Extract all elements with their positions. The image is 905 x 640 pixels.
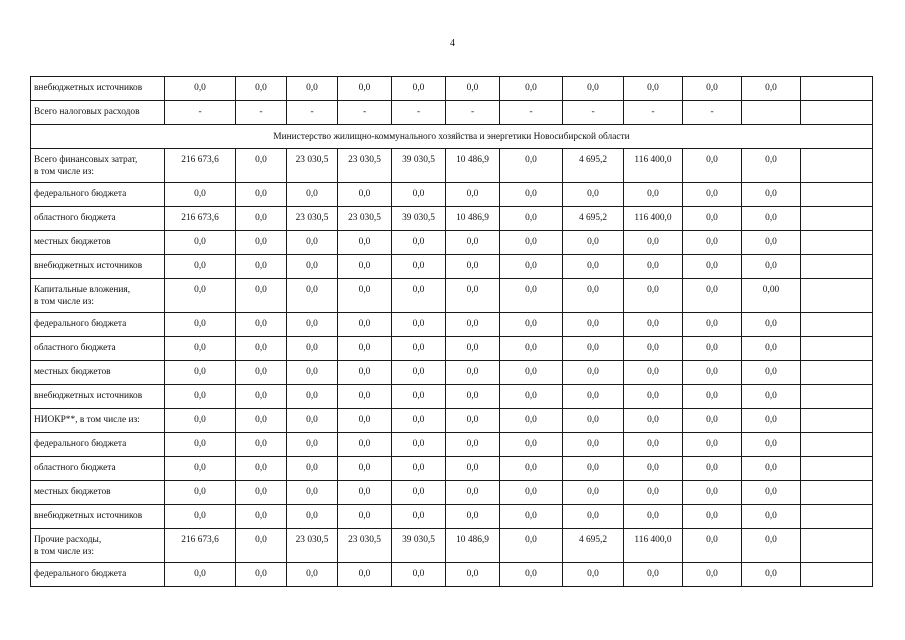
table-cell: 0,0 xyxy=(500,77,563,101)
table-cell: 0,0 xyxy=(624,77,683,101)
table-cell: 0,0 xyxy=(287,409,338,433)
table-cell xyxy=(801,361,873,385)
table-cell: 0,0 xyxy=(742,231,801,255)
table-cell: 0,0 xyxy=(236,481,287,505)
table-cell: 0,0 xyxy=(392,255,446,279)
table-cell: 0,0 xyxy=(500,313,563,337)
table-cell: 0,0 xyxy=(392,409,446,433)
table-cell: 0,0 xyxy=(236,255,287,279)
table-cell: 0,0 xyxy=(500,505,563,529)
table-cell: 0,0 xyxy=(563,361,624,385)
table-cell: 0,0 xyxy=(683,563,742,587)
table-cell: 0,0 xyxy=(683,433,742,457)
table-cell: 0,0 xyxy=(500,433,563,457)
table-row xyxy=(31,231,873,255)
table-cell: 0,0 xyxy=(683,409,742,433)
table-cell: 0,0 xyxy=(392,361,446,385)
table-cell: 0,0 xyxy=(742,207,801,231)
table-cell: 0,0 xyxy=(683,505,742,529)
table-cell: 0,0 xyxy=(236,433,287,457)
table-cell: - xyxy=(624,101,683,125)
table-cell: - xyxy=(287,101,338,125)
table-cell: 0,0 xyxy=(287,361,338,385)
table-cell: 0,0 xyxy=(338,313,392,337)
table-cell xyxy=(801,77,873,101)
table-cell: 0,0 xyxy=(287,255,338,279)
table-cell: 0,0 xyxy=(392,481,446,505)
table-cell: - xyxy=(683,101,742,125)
table-cell: 0,0 xyxy=(165,481,236,505)
table-cell: 0,0 xyxy=(563,337,624,361)
table-cell: 0,0 xyxy=(338,255,392,279)
table-cell: 0,0 xyxy=(338,563,392,587)
table-cell: 0,0 xyxy=(624,505,683,529)
table-cell: 39 030,5 xyxy=(392,529,446,563)
table-cell: 0,0 xyxy=(742,183,801,207)
table-cell: 0,0 xyxy=(165,183,236,207)
table-cell: 0,0 xyxy=(165,361,236,385)
row-label: федерального бюджета xyxy=(31,563,165,587)
table-cell: 0,0 xyxy=(338,361,392,385)
row-label: федерального бюджета xyxy=(31,433,165,457)
table-cell xyxy=(742,101,801,125)
table-cell: 0,0 xyxy=(563,385,624,409)
table-cell: 0,0 xyxy=(624,337,683,361)
table-cell: 0,0 xyxy=(563,255,624,279)
table-cell: 0,0 xyxy=(500,207,563,231)
table-cell: 116 400,0 xyxy=(624,529,683,563)
row-label xyxy=(31,279,165,313)
table-cell: 0,0 xyxy=(624,457,683,481)
table-cell: - xyxy=(500,101,563,125)
table-cell: 0,0 xyxy=(563,313,624,337)
table-cell: 0,0 xyxy=(563,77,624,101)
table-row xyxy=(31,101,873,125)
table-cell: 0,0 xyxy=(236,77,287,101)
table-cell: 4 695,2 xyxy=(563,529,624,563)
table-cell: 0,0 xyxy=(563,279,624,313)
table-row xyxy=(31,529,873,563)
budget-table xyxy=(30,76,873,587)
table-cell: 216 673,6 xyxy=(165,207,236,231)
table-cell: 0,0 xyxy=(446,255,500,279)
table-cell: 0,0 xyxy=(338,183,392,207)
table-cell: 0,0 xyxy=(446,231,500,255)
table-cell: 0,0 xyxy=(338,481,392,505)
table-cell: 0,0 xyxy=(500,231,563,255)
row-label: федерального бюджета xyxy=(31,183,165,207)
table-cell: 0,0 xyxy=(683,529,742,563)
table-cell: 0,0 xyxy=(683,149,742,183)
table-cell: 0,0 xyxy=(338,231,392,255)
table-cell: 23 030,5 xyxy=(287,207,338,231)
table-cell: 0,0 xyxy=(287,457,338,481)
table-cell: 0,00 xyxy=(742,279,801,313)
table-cell xyxy=(801,505,873,529)
table-cell: 0,0 xyxy=(446,183,500,207)
table-cell: 0,0 xyxy=(392,183,446,207)
table-cell: 0,0 xyxy=(683,457,742,481)
table-cell: 0,0 xyxy=(563,481,624,505)
table-cell: 0,0 xyxy=(683,481,742,505)
table-cell: 0,0 xyxy=(683,385,742,409)
table-cell: 0,0 xyxy=(446,457,500,481)
table-cell: 0,0 xyxy=(563,563,624,587)
table-cell: 0,0 xyxy=(236,279,287,313)
table-cell: 0,0 xyxy=(392,505,446,529)
table-row xyxy=(31,433,873,457)
table-row xyxy=(31,361,873,385)
table-cell: 0,0 xyxy=(392,457,446,481)
table-cell: 0,0 xyxy=(563,457,624,481)
table-cell: 0,0 xyxy=(624,385,683,409)
row-label-line: Прочие расходы, xyxy=(34,535,102,545)
table-row xyxy=(31,255,873,279)
table-cell: 0,0 xyxy=(165,255,236,279)
table-cell: 0,0 xyxy=(742,313,801,337)
table-cell: 0,0 xyxy=(392,231,446,255)
table-cell: 10 486,9 xyxy=(446,529,500,563)
table-cell: 0,0 xyxy=(500,529,563,563)
table-cell: 0,0 xyxy=(742,361,801,385)
table-cell: 0,0 xyxy=(236,313,287,337)
table-cell: 0,0 xyxy=(236,207,287,231)
row-label-line: в том числе из: xyxy=(34,297,94,307)
table-cell: 0,0 xyxy=(683,279,742,313)
table-cell: 0,0 xyxy=(338,433,392,457)
table-cell: 23 030,5 xyxy=(338,529,392,563)
table-row xyxy=(31,183,873,207)
table-row xyxy=(31,409,873,433)
table-cell: 0,0 xyxy=(446,77,500,101)
table-cell: 0,0 xyxy=(563,505,624,529)
row-label xyxy=(31,149,165,183)
table-cell: 0,0 xyxy=(236,361,287,385)
table-cell: 0,0 xyxy=(392,279,446,313)
table-row xyxy=(31,313,873,337)
table-cell: 0,0 xyxy=(392,563,446,587)
table-row xyxy=(31,563,873,587)
table-cell xyxy=(801,231,873,255)
table-row xyxy=(31,505,873,529)
table-cell: 0,0 xyxy=(392,433,446,457)
table-cell: 0,0 xyxy=(236,231,287,255)
table-cell: 0,0 xyxy=(446,313,500,337)
table-cell: 0,0 xyxy=(338,409,392,433)
table-cell xyxy=(801,385,873,409)
table-cell: 0,0 xyxy=(287,77,338,101)
table-cell: 0,0 xyxy=(742,529,801,563)
table-cell: 0,0 xyxy=(500,149,563,183)
row-label-line: в том числе из: xyxy=(34,547,94,557)
table-cell: 0,0 xyxy=(446,505,500,529)
table-cell: 0,0 xyxy=(446,563,500,587)
table-cell: 0,0 xyxy=(165,313,236,337)
table-cell: 0,0 xyxy=(287,433,338,457)
table-cell: 0,0 xyxy=(287,279,338,313)
table-cell: 0,0 xyxy=(500,255,563,279)
table-cell: 0,0 xyxy=(236,505,287,529)
table-cell: 0,0 xyxy=(165,563,236,587)
table-cell: 0,0 xyxy=(683,77,742,101)
table-cell: 0,0 xyxy=(500,385,563,409)
table-cell: - xyxy=(392,101,446,125)
table-cell: 0,0 xyxy=(287,183,338,207)
table-cell: 0,0 xyxy=(236,529,287,563)
table-cell xyxy=(801,337,873,361)
table-cell: 0,0 xyxy=(446,361,500,385)
table-cell: 0,0 xyxy=(624,231,683,255)
table-cell: 0,0 xyxy=(446,385,500,409)
table-cell: 0,0 xyxy=(742,505,801,529)
table-cell: 0,0 xyxy=(338,457,392,481)
table-row xyxy=(31,457,873,481)
table-cell: 0,0 xyxy=(236,337,287,361)
table-cell: 0,0 xyxy=(446,279,500,313)
table-cell: 0,0 xyxy=(500,563,563,587)
table-cell xyxy=(801,101,873,125)
page-number: 4 xyxy=(450,38,455,49)
row-label: местных бюджетов xyxy=(31,361,165,385)
table-cell: 216 673,6 xyxy=(165,149,236,183)
table-cell: 0,0 xyxy=(236,149,287,183)
table-cell: 0,0 xyxy=(338,77,392,101)
table-cell: 116 400,0 xyxy=(624,149,683,183)
table-cell: 0,0 xyxy=(165,385,236,409)
row-label-line: Всего финансовых затрат, xyxy=(34,155,138,165)
table-cell: 0,0 xyxy=(500,279,563,313)
table-cell: 23 030,5 xyxy=(338,207,392,231)
table-cell: 0,0 xyxy=(563,409,624,433)
table-cell: 0,0 xyxy=(742,255,801,279)
table-cell: 23 030,5 xyxy=(287,149,338,183)
table-cell xyxy=(801,149,873,183)
table-cell xyxy=(801,433,873,457)
table-cell: 0,0 xyxy=(742,457,801,481)
table-cell: 0,0 xyxy=(392,385,446,409)
table-row xyxy=(31,337,873,361)
table-cell: 0,0 xyxy=(236,385,287,409)
table-cell: 0,0 xyxy=(446,481,500,505)
table-cell: 0,0 xyxy=(338,337,392,361)
table-cell: 0,0 xyxy=(236,409,287,433)
table-cell: 0,0 xyxy=(624,255,683,279)
row-label-line: Капитальные вложения, xyxy=(34,285,131,295)
table-cell: 0,0 xyxy=(338,505,392,529)
table-cell: 0,0 xyxy=(165,231,236,255)
table-cell: 0,0 xyxy=(742,149,801,183)
table-row xyxy=(31,481,873,505)
table-cell: 0,0 xyxy=(683,207,742,231)
table-cell: 0,0 xyxy=(624,563,683,587)
table-cell: 0,0 xyxy=(683,255,742,279)
table-cell: 0,0 xyxy=(287,337,338,361)
table-row xyxy=(31,385,873,409)
table-cell: - xyxy=(236,101,287,125)
row-label xyxy=(31,529,165,563)
table-cell: 0,0 xyxy=(392,313,446,337)
row-label-line: в том числе из: xyxy=(34,167,94,177)
table-cell: 0,0 xyxy=(563,183,624,207)
table-cell: - xyxy=(165,101,236,125)
table-cell: 0,0 xyxy=(165,337,236,361)
table-cell: 0,0 xyxy=(742,337,801,361)
table-cell: 0,0 xyxy=(287,385,338,409)
table-cell: 0,0 xyxy=(165,505,236,529)
table-cell: 39 030,5 xyxy=(392,149,446,183)
table-cell: 0,0 xyxy=(236,563,287,587)
table-cell: 0,0 xyxy=(338,279,392,313)
table-cell xyxy=(801,313,873,337)
table-cell: 4 695,2 xyxy=(563,149,624,183)
table-cell: 0,0 xyxy=(236,183,287,207)
row-label: НИОКР**, в том числе из: xyxy=(31,409,165,433)
table-cell: 0,0 xyxy=(624,409,683,433)
table-cell xyxy=(801,183,873,207)
row-label: внебюджетных источников xyxy=(31,385,165,409)
table-cell: 0,0 xyxy=(236,457,287,481)
table-cell: 0,0 xyxy=(165,457,236,481)
row-label: местных бюджетов xyxy=(31,231,165,255)
table-cell: 0,0 xyxy=(742,481,801,505)
table-cell: 0,0 xyxy=(287,481,338,505)
table-cell: 23 030,5 xyxy=(287,529,338,563)
table-cell: - xyxy=(446,101,500,125)
table-cell: 0,0 xyxy=(338,385,392,409)
table-cell: 116 400,0 xyxy=(624,207,683,231)
row-label: внебюджетных источников xyxy=(31,505,165,529)
table-cell: 0,0 xyxy=(742,77,801,101)
section-header-row xyxy=(31,125,873,149)
table-cell: 0,0 xyxy=(500,337,563,361)
table-cell: 0,0 xyxy=(624,481,683,505)
table-cell: 0,0 xyxy=(683,361,742,385)
table-row xyxy=(31,279,873,313)
table-cell: 0,0 xyxy=(624,313,683,337)
table-cell: 216 673,6 xyxy=(165,529,236,563)
table-cell: 0,0 xyxy=(446,409,500,433)
table-cell: 0,0 xyxy=(624,279,683,313)
table-row xyxy=(31,149,873,183)
row-label: областного бюджета xyxy=(31,457,165,481)
table-cell: 0,0 xyxy=(742,385,801,409)
table-cell xyxy=(801,481,873,505)
table-row xyxy=(31,77,873,101)
table-cell: 0,0 xyxy=(165,409,236,433)
table-cell: 0,0 xyxy=(742,563,801,587)
table-cell: 0,0 xyxy=(563,433,624,457)
row-label: федерального бюджета xyxy=(31,313,165,337)
table-cell: 0,0 xyxy=(742,433,801,457)
table-cell: 23 030,5 xyxy=(338,149,392,183)
table-cell: 10 486,9 xyxy=(446,149,500,183)
table-cell xyxy=(801,207,873,231)
table-cell: 0,0 xyxy=(392,337,446,361)
table-cell: 0,0 xyxy=(165,77,236,101)
table-cell xyxy=(801,409,873,433)
table-cell: 0,0 xyxy=(500,361,563,385)
table-cell: 39 030,5 xyxy=(392,207,446,231)
table-cell: 0,0 xyxy=(683,231,742,255)
table-cell: 10 486,9 xyxy=(446,207,500,231)
table-cell: 0,0 xyxy=(500,457,563,481)
table-row xyxy=(31,207,873,231)
table-cell: 0,0 xyxy=(500,409,563,433)
table-cell: - xyxy=(563,101,624,125)
table-cell xyxy=(801,563,873,587)
row-label: областного бюджета xyxy=(31,337,165,361)
table-cell: 0,0 xyxy=(563,231,624,255)
section-title: Министерство жилищно-коммунального хозяйства и энергетики Новосибирской области xyxy=(31,125,873,149)
table-cell: 0,0 xyxy=(742,409,801,433)
table-cell: 0,0 xyxy=(624,183,683,207)
table-cell: 0,0 xyxy=(165,433,236,457)
table-cell: 0,0 xyxy=(683,183,742,207)
table-cell xyxy=(801,529,873,563)
table-cell: 4 695,2 xyxy=(563,207,624,231)
table-cell: 0,0 xyxy=(624,361,683,385)
table-cell: 0,0 xyxy=(683,313,742,337)
table-cell: 0,0 xyxy=(446,337,500,361)
table-cell xyxy=(801,457,873,481)
table-cell: 0,0 xyxy=(500,481,563,505)
table-cell: 0,0 xyxy=(624,433,683,457)
table-cell: 0,0 xyxy=(500,183,563,207)
table-body xyxy=(31,77,873,587)
row-label: Всего налоговых расходов xyxy=(31,101,165,125)
table-cell xyxy=(801,279,873,313)
table-cell: - xyxy=(338,101,392,125)
table-cell: 0,0 xyxy=(287,505,338,529)
table-cell: 0,0 xyxy=(392,77,446,101)
table-cell: 0,0 xyxy=(287,563,338,587)
table-cell: 0,0 xyxy=(287,313,338,337)
table-cell: 0,0 xyxy=(683,337,742,361)
table-cell: 0,0 xyxy=(446,433,500,457)
row-label: внебюджетных источников xyxy=(31,77,165,101)
table-cell xyxy=(801,255,873,279)
row-label: внебюджетных источников xyxy=(31,255,165,279)
row-label: местных бюджетов xyxy=(31,481,165,505)
table-cell: 0,0 xyxy=(165,279,236,313)
table-cell: 0,0 xyxy=(287,231,338,255)
row-label: областного бюджета xyxy=(31,207,165,231)
